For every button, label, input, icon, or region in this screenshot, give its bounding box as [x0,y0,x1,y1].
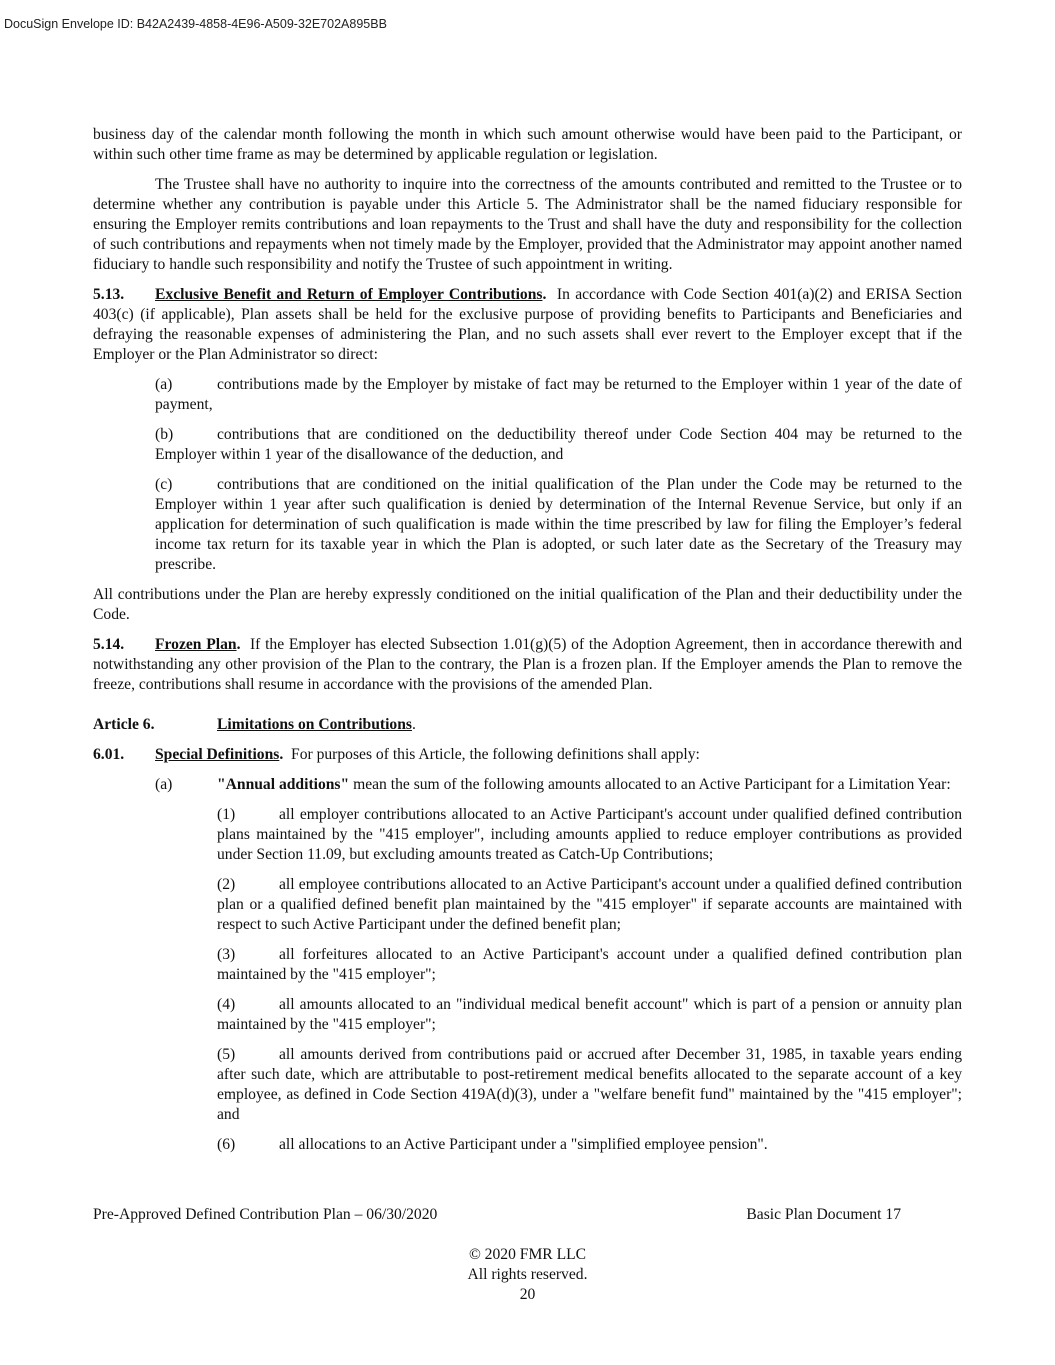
sub-item [217,805,962,865]
item-label: (c) [155,476,173,493]
section-5-13: 5.13. Exclusive Benefit and Return of Employer Contributions. In accordance with Code Section 401(a)(2) and ERISA Section 403(c) (if applicable), Plan assets shall be held for the exclusive purpose of providing benefits to Participants and Beneficiaries and defraying the reasonable expenses of administering the Plan, and no such assets shall ever revert to the Employer except that if the Employer or the Plan Administrator so direct: [93,286,963,363]
section-number: 5.14. [93,636,125,653]
sub-item [217,875,962,935]
sub-item [217,1135,962,1155]
defined-term: "Annual additions" [217,776,350,793]
section-title: Frozen Plan [155,636,237,653]
list-item [155,375,962,415]
section-5-14: 5.14. Frozen Plan. If the Employer has elected Subsection 1.01(g)(5) of the Adoption Agreement, then in accordance therewith and notwithstanding any other provision of the Plan to the contrary, the Plan is a frozen plan. If the Employer amends the Plan to remove the freeze, contributions shall resume in accordance with the provisions of the amended Plan. [93,636,963,693]
item-text: contributions made by the Employer by mistake of fact may be returned to the Employer within 1 year of the date of payment, [155,376,962,413]
item-text: all amounts allocated to an "individual medical benefit account" which is part of a pension or annuity plan maintained by the "415 employer"; [217,996,962,1033]
section-title: Exclusive Benefit and Return of Employer Contributions [155,286,543,303]
list-item [155,425,962,465]
section-number: 6.01. [93,746,125,763]
copyright-notice: © 2020 FMR LLC [468,1246,587,1263]
item-text: all employee contributions allocated to an Active Participant's account under a qualified defined contribution plan or a qualified defined benefit plan maintained by the "415 employer" if separate accounts are maintained with respect to such Active Participant under the defined benefit plan; [217,876,962,933]
item-label: (2) [217,876,236,893]
list-item [155,475,962,575]
item-label: (6) [217,1136,236,1153]
item-label: (4) [217,996,236,1013]
article-6-heading: Article 6. Limitations on Contributions. [93,716,416,733]
article-title: Limitations on Contributions [217,716,412,733]
section-6-01: 6.01. Special Definitions. For purposes of this Article, the following definitions shall apply: [93,746,700,763]
footer-plan-title: Pre-Approved Defined Contribution Plan – 06/30/2020 [93,1206,438,1223]
item-text: all forfeitures allocated to an Active Participant's account under a qualified defined contribution plan maintained by the "415 employer"; [217,946,962,983]
section-body: In accordance with Code Section 401(a)(2) and ERISA Section 403(c) (if applicable), Plan assets shall be held for the exclusive purpose of providing benefits to Participants and Beneficiaries and defraying the reasonable expenses of administering the Plan, and no such assets shall ever revert to the Employer except that if the Employer or the Plan Administrator so direct: [93,286,963,363]
item-label: (b) [155,426,174,443]
section-number: 5.13. [93,286,125,303]
copyright-block [0,1245,1055,1305]
section-title: Special Definitions [155,746,280,763]
item-text: contributions that are conditioned on the deductibility thereof under Code Section 404 may be returned to the Employer within 1 year of the disallowance of the deduction, and [155,426,962,463]
sub-item [217,1045,962,1125]
article-label: Article 6. [93,716,155,733]
section-body: If the Employer has elected Subsection 1.01(g)(5) of the Adoption Agreement, then in accordance therewith and notwithstanding any other provision of the Plan to the contrary, the Plan is a frozen plan. If the Employer amends the Plan to remove the freeze, contributions shall resume in accordance with the provisions of the amended Plan. [93,636,963,693]
section-body: For purposes of this Article, the following definitions shall apply: [291,746,700,763]
item-text: all amounts derived from contributions paid or accrued after December 31, 1985, in taxable years ending after such date, which are attributable to post-retirement medical benefits allocated to the separate account of a key employee, as defined in Code Section 419A(d)(3), under a "welfare benefit fund" maintained by the "415 employer"; and [217,1046,962,1123]
item-label: (a) [155,376,173,393]
document-body [93,125,962,1165]
page-number: 20 [519,1286,536,1303]
item-text: mean the sum of the following amounts allocated to an Active Participant for a Limitation Year: [353,776,951,793]
item-label: (3) [217,946,236,963]
trustee-paragraph: The Trustee shall have no authority to inquire into the correctness of the amounts contributed and remitted to the Trustee or to determine whether any contribution is payable under this Article 5. The Administrator shall be the named fiduciary responsible for ensuring the Employer remits contributions and loan repayments to the Trust and shall have the duty and responsibility for the collection of such contributions and repayments when not timely made by the Employer, provided that the Administrator may appoint another named fiduciary to handle such responsibility and notify the Trustee of such appointment in writing. [93,176,962,273]
item-label: (1) [217,806,236,823]
item-text: all allocations to an Active Participant under a "simplified employee pension". [279,1136,768,1153]
sub-item [217,945,962,985]
item-text: contributions that are conditioned on the initial qualification of the Plan under the Code may be returned to the Employer within 1 year after such qualification is denied by determination of the Internal Revenue Service, but only if an application for determination of such qualification is made within the time prescribed by law for filing the Employer’s federal income tax return for its taxable year in which the Plan is adopted, or such later date as the Secretary of the Treasury may prescribe. [155,476,962,573]
continuation-paragraph: business day of the calendar month following the month in which such amount otherwise would have been paid to the Participant, or within such other time frame as may be determined by applicable regulation or legislation. [93,126,962,163]
item-text: all employer contributions allocated to an Active Participant's account under qualified defined contribution plans maintained by the "415 employer", including amounts applied to reduce employer contributions as provided under Section 11.09, but excluding amounts treated as Catch-Up Contributions; [217,806,962,863]
item-label: (5) [217,1046,236,1063]
page-footer [93,1206,901,1224]
footer-document-page: Basic Plan Document 17 [746,1206,901,1223]
closing-paragraph: All contributions under the Plan are hereby expressly conditioned on the initial qualification of the Plan and their deductibility under the Code. [93,586,962,623]
rights-notice: All rights reserved. [467,1266,588,1283]
definition-annual-additions [155,775,962,795]
item-label: (a) [155,776,173,793]
docusign-envelope-id: DocuSign Envelope ID: B42A2439-4858-4E96-A509-32E702A895BB [4,17,387,31]
sub-item [217,995,962,1035]
